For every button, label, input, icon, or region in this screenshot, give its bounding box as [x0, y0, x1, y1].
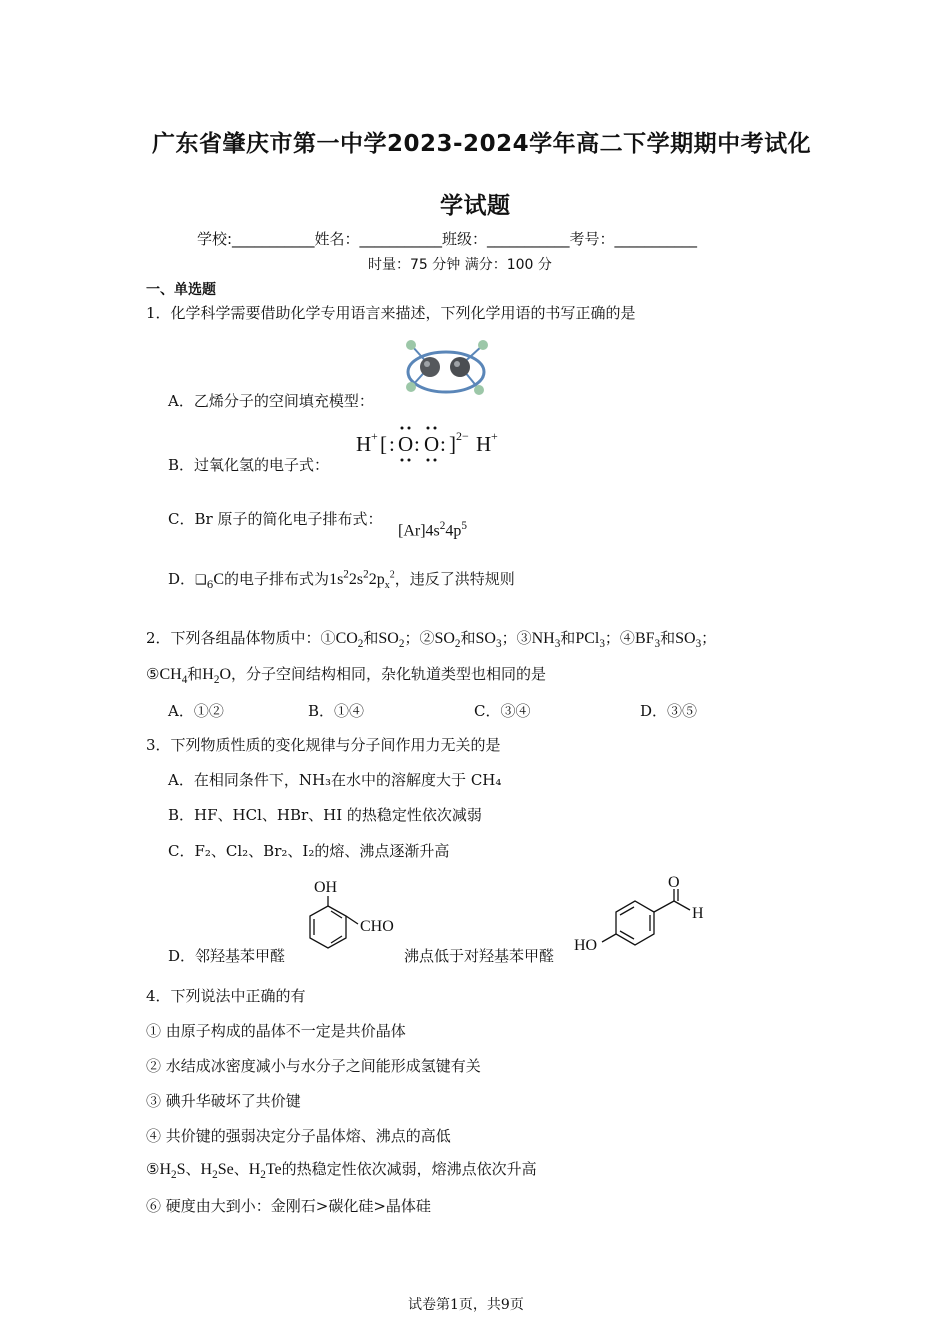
- q2-option-b: B．①④: [308, 702, 365, 720]
- q4-item-3: ③ 碘升华破坏了共价键: [146, 1092, 301, 1110]
- q1-stem: 1．化学科学需要借助化学专用语言来描述，下列化学用语的书写正确的是: [146, 304, 636, 322]
- q4-item5-suffix: 的热稳定性依次减弱，熔沸点依次升高: [281, 1160, 537, 1178]
- q4-item-5: $⑤H_2S$、$H_2Se$、$H_2Te$的热稳定性依次减弱，熔沸点依次升高: [146, 1160, 537, 1182]
- q2-option-a: A．①②: [168, 702, 224, 720]
- ho-label: HO: [574, 937, 598, 954]
- q1-d-prefix: D．: [168, 570, 196, 588]
- title-line1: 广东省肇庆市第一中学2023-2024学年高二下学期期中考试化: [152, 131, 812, 157]
- svg-text:]: ]: [449, 432, 456, 456]
- ortho-hydroxybenzaldehyde-structure: [290, 872, 410, 962]
- para-hydroxybenzaldehyde-structure: [572, 870, 722, 960]
- q3-option-a: A．在相同条件下，NH₃在水中的溶解度大于 CH₄: [168, 771, 502, 789]
- cho-label: CHO: [360, 918, 394, 935]
- svg-text:+: +: [371, 429, 378, 443]
- h-label: H: [692, 905, 704, 922]
- q1-option-a: A．乙烯分子的空间填充模型：: [168, 392, 374, 410]
- q3-option-b: B．HF、HCl、HBr、HI 的热稳定性依次减弱: [168, 806, 482, 824]
- oh-label: OH: [314, 879, 338, 896]
- svg-text::: :: [414, 432, 420, 456]
- svg-text:O: O: [398, 432, 414, 456]
- o-label: O: [668, 874, 680, 891]
- q2-stem: 2．下列各组晶体物质中：$①CO_2$和$SO_2$；$②SO_2$和$SO_3$；$③NH_3$和PCl$_3$；$④BF_3$和$SO_3$；: [146, 629, 717, 651]
- q3-option-d-mid: 沸点低于对羟基苯甲醛: [404, 947, 555, 965]
- svg-text:2−: 2−: [456, 429, 469, 443]
- q1-option-b: B．过氧化氢的电子式：: [168, 456, 330, 474]
- title-line2: 学试题: [440, 193, 511, 219]
- svg-text::: :: [440, 432, 446, 456]
- q4-item-2: ② 水结成冰密度减小与水分子之间能形成氢键有关: [146, 1057, 481, 1075]
- h2o2-electron-formula: [352, 424, 522, 466]
- q3-stem: 3．下列物质性质的变化规律与分子间作用力无关的是: [146, 736, 501, 754]
- q4-item-1: ① 由原子构成的晶体不一定是共价晶体: [146, 1022, 406, 1040]
- section-title: 一、单选题: [146, 282, 216, 298]
- q4-item-6: ⑥ 硬度由大到小：金刚石>碳化硅>晶体硅: [146, 1197, 431, 1215]
- svg-text:H: H: [356, 432, 372, 456]
- q4-item-4: ④ 共价键的强弱决定分子晶体熔、沸点的高低: [146, 1127, 451, 1145]
- q2-stem-prefix: 2．下列各组晶体物质中：: [146, 629, 321, 647]
- student-info-line: 学校:___________姓名：___________班级：___________考号：___________: [197, 230, 698, 248]
- q1-d-mid: 的电子排布式为: [224, 570, 330, 588]
- q3-option-d-prefix: D．邻羟基苯甲醛: [168, 947, 286, 965]
- svg-text:O: O: [424, 432, 440, 456]
- q2-option-c: C．③④: [474, 702, 531, 720]
- q2-stem-line2: $⑤CH_4$和$H_2O$，分子空间结构相同，杂化轨道类型也相同的是: [146, 665, 547, 687]
- q1-option-c: C．Br 原子的简化电子排布式：: [168, 510, 383, 528]
- q3-option-c: C．F₂、Cl₂、Br₂、I₂的熔、沸点逐渐升高: [168, 842, 450, 860]
- q2-line2-suffix: ，分子空间结构相同，杂化轨道类型也相同的是: [231, 665, 547, 683]
- svg-text:H: H: [476, 432, 492, 456]
- svg-text:[: [: [380, 432, 387, 456]
- exam-meta-line: 时量：75 分钟 满分：100 分: [368, 257, 552, 273]
- svg-text:+: +: [491, 429, 498, 443]
- q4-stem: 4．下列说法中正确的有: [146, 987, 306, 1005]
- br-electron-configuration: $[Ar]4s^24p^5$: [398, 520, 467, 540]
- q1-d-suffix: ，违反了洪特规则: [394, 570, 515, 588]
- page-footer: 试卷第1页，共9页: [408, 1297, 524, 1313]
- q1-option-d: D．$❑_6C$的电子排布式为$1s^22s^22p_x^2$，违反了洪特规则: [168, 568, 515, 592]
- q2-option-d: D．③⑤: [640, 702, 698, 720]
- ethylene-model-figure: [400, 336, 495, 396]
- svg-text::: :: [389, 432, 395, 456]
